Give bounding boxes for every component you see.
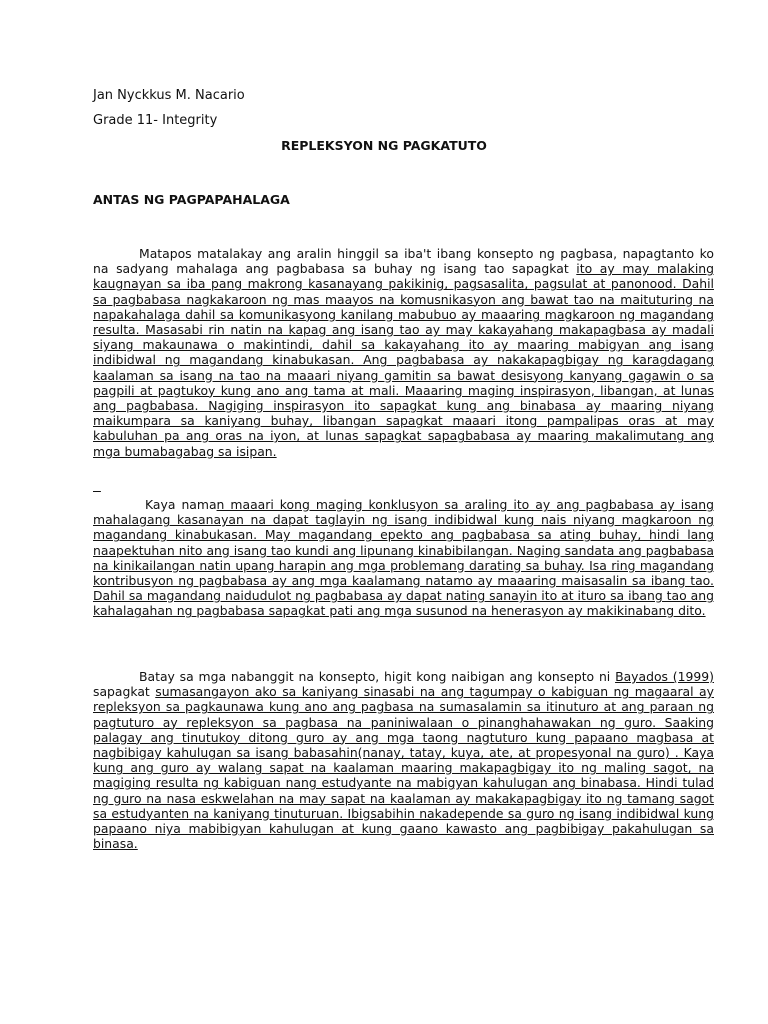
paragraph-1-lead: Matapos matalakay ang aralin hinggil sa iba't ibang konsepto ng pagbasa, napagtanto ko na sadyang mahalaga ang pagbabasa sa buhay ng isang tao sapagkat <box>93 246 714 277</box>
author-name: Jan Nyckkus M. Nacario <box>93 88 245 103</box>
paragraph-3-middle: sapagkat <box>93 684 156 700</box>
paragraph-2 <box>93 497 714 619</box>
paragraph-2-underlined: n maaari kong maging konklusyon sa araling ito ay ang pagbabasa ay isang mahalagang kasanayan na dapat taglayin ng isang indibidwal kung nais niyang magkaroon ng magandang kinabukasan. May magandang epekto ang pagbabasa sa ating buhay, hindi lang naapektuhan nito ang isang tao kundi ang lipunang kinabibilangan. Naging sandata ang pagbabasa na kinikailangan natin upang harapin ang mga problemang darating sa buhay. Isa ring magandang kontribusyon ng pagbabasa ay ang mga kaalamang natamo ay maaaring maisasalin sa ibang tao. Dahil sa magandang naidudulot ng pagbabasa ay dapat nating sanayin ito at ituro sa ibang tao ang kahalagahan ng pagbabasa sapagkat pati ang mga susunod na henerasyon ay makikinabang dito. <box>93 497 714 619</box>
paragraph-3-lead: Batay sa mga nabanggit na konsepto, higit kong naibigan ang konsepto ni <box>139 669 616 684</box>
paragraph-1-underlined: ito ay may malaking kaugnayan sa iba pang makrong kasanayang pakikinig, pagsasalita, pagsulat at panonood. Dahil sa pagbabasa nagkakaroon ng mas maayos na komusnikasyon ang bawat tao na maituturing na napakahalaga dahil sa komunikasyong kanilang mabubuo ay maaaring magkaroon ng magandang resulta. Masasabi rin natin na kapag ang isang tao ay may kakayahang makapagbasa ay madali siyang makaunawa o makintindi, dahil sa kakayahang ito ay maaring mabigyan ang isang indibidwal ng magandang kinabukasan. Ang pagbabasa ay nakakapagbigay ng karagdagang kaalaman sa isang na tao na maaari niyang gamitin sa bawat desisyong kanyang gagawin o sa pagpili at pagtukoy kung ano ang tama at mali. Maaaring maging inspirasyon, libangan, at lunas ang pagbabasa. Nagiging inspirasyon ito sapagkat kung ang binabasa ay maaring niyang maikumpara sa kaniyang buhay, libangan sapagkat maaari itong pampalipas oras at may kabuluhan pa ang oras na iyon, at lunas sapagkat sapagbabasa ay maaring makalimutang ang mga bumabagabag sa isipan. <box>93 261 714 459</box>
paragraph-2-lead: Kaya nama <box>145 497 217 512</box>
grade-section: Grade 11- Integrity <box>93 113 218 128</box>
stray-underline-mark <box>93 478 101 493</box>
paragraph-3 <box>93 669 714 851</box>
paragraph-3-underlined: sumasangayon ako sa kaniyang sinasabi na ang tagumpay o kabiguan ng magaaral ay repleksyon sa pagkaunawa kung ano ang pagbasa na sumasalamin sa itinuturo at ang paraan ng pagtuturo ay repleksyon sa pagbasa na paniniwalaan o pinanghahawakan ng guro. Saaking palagay ang tinutukoy ditong guro ay ang mga taong nagtuturo kung papaano magbasa at nagbibigay kahulugan sa isang babasahin(nanay, tatay, kuya, ate, at propesyonal na guro) . Kaya kung ang guro ay walang sapat na kaalaman maaring makapagbigay ito ng maling sagot, na magiging resulta ng kabiguan nang estudyante na mabigyan kahulugan ang binabasa. Hindi tulad ng guro na nasa eskwelahan na may sapat na kaalaman ay makakapagbigay ito ng tamang sagot sa estudyanten na kaniyang tinuturuan. Ibigsabihin nakadepende sa guro ng isang indibidwal kung papaano niya mabibigyan kahulugan at kung gaano kawasto ang pagbibigay pakahulugan sa binasa. <box>93 684 714 852</box>
paragraph-1 <box>93 246 714 459</box>
paragraph-3-cited-author: Bayados (1999) <box>615 669 714 684</box>
document-title: REPLEKSYON NG PAGKATUTO <box>281 138 487 153</box>
section-heading: ANTAS NG PAGPAPAHALAGA <box>93 192 290 207</box>
